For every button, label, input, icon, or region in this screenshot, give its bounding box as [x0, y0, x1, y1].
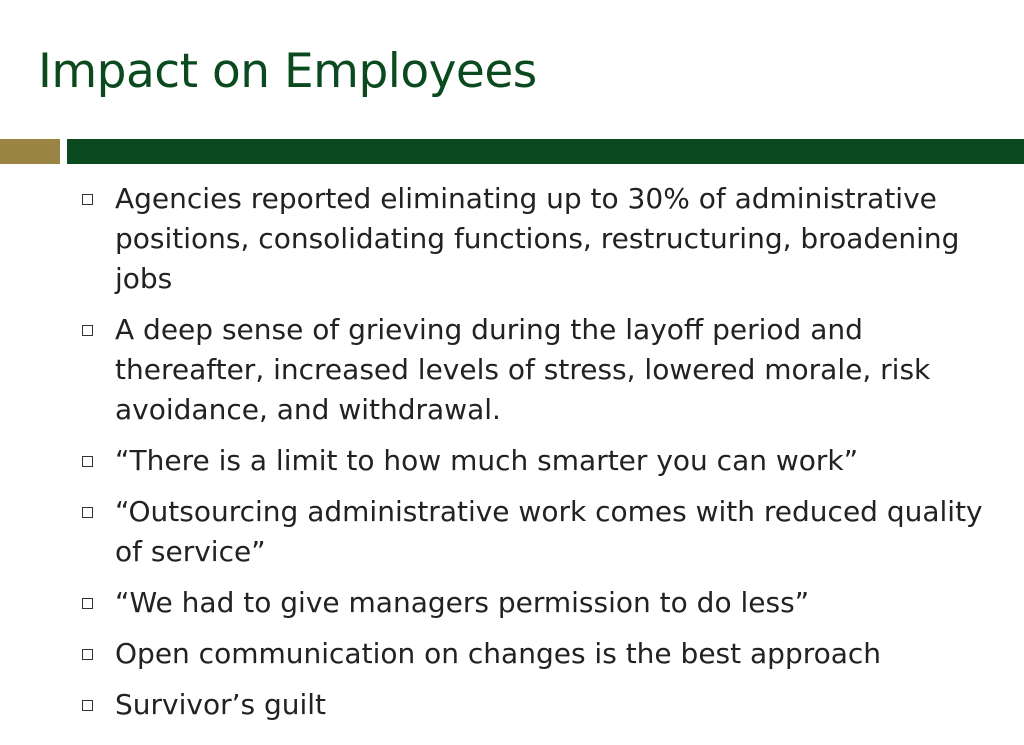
bullet-text: Open communication on changes is the best approach: [115, 637, 882, 670]
square-bullet-icon: [82, 194, 93, 205]
square-bullet-icon: [82, 598, 93, 609]
bullet-item: [80, 634, 1000, 674]
bullet-item: [80, 685, 1000, 725]
bullet-text: “There is a limit to how much smarter you can work”: [115, 444, 859, 477]
bullet-item: [80, 441, 1000, 481]
bullet-item: [80, 492, 1000, 572]
bullet-item: [80, 179, 1000, 299]
bullet-list: [80, 179, 1000, 736]
accent-bar-green: [67, 139, 1024, 164]
square-bullet-icon: [82, 456, 93, 467]
accent-bar-gold: [0, 139, 60, 164]
bullet-text: A deep sense of grieving during the layoff period and thereafter, increased levels of stress, lowered morale, risk avoidance, and withdrawal.: [115, 313, 931, 426]
bullet-text: Agencies reported eliminating up to 30% of administrative positions, consolidating functions, restructuring, broadening jobs: [115, 182, 960, 295]
bullet-item: [80, 310, 1000, 430]
bullet-text: Survivor’s guilt: [115, 688, 327, 721]
bullet-item: [80, 583, 1000, 623]
bullet-text: “Outsourcing administrative work comes with reduced quality of service”: [115, 495, 983, 568]
slide-title: Impact on Employees: [38, 44, 537, 99]
square-bullet-icon: [82, 507, 93, 518]
square-bullet-icon: [82, 700, 93, 711]
square-bullet-icon: [82, 325, 93, 336]
bullet-text: “We had to give managers permission to do less”: [115, 586, 810, 619]
square-bullet-icon: [82, 649, 93, 660]
